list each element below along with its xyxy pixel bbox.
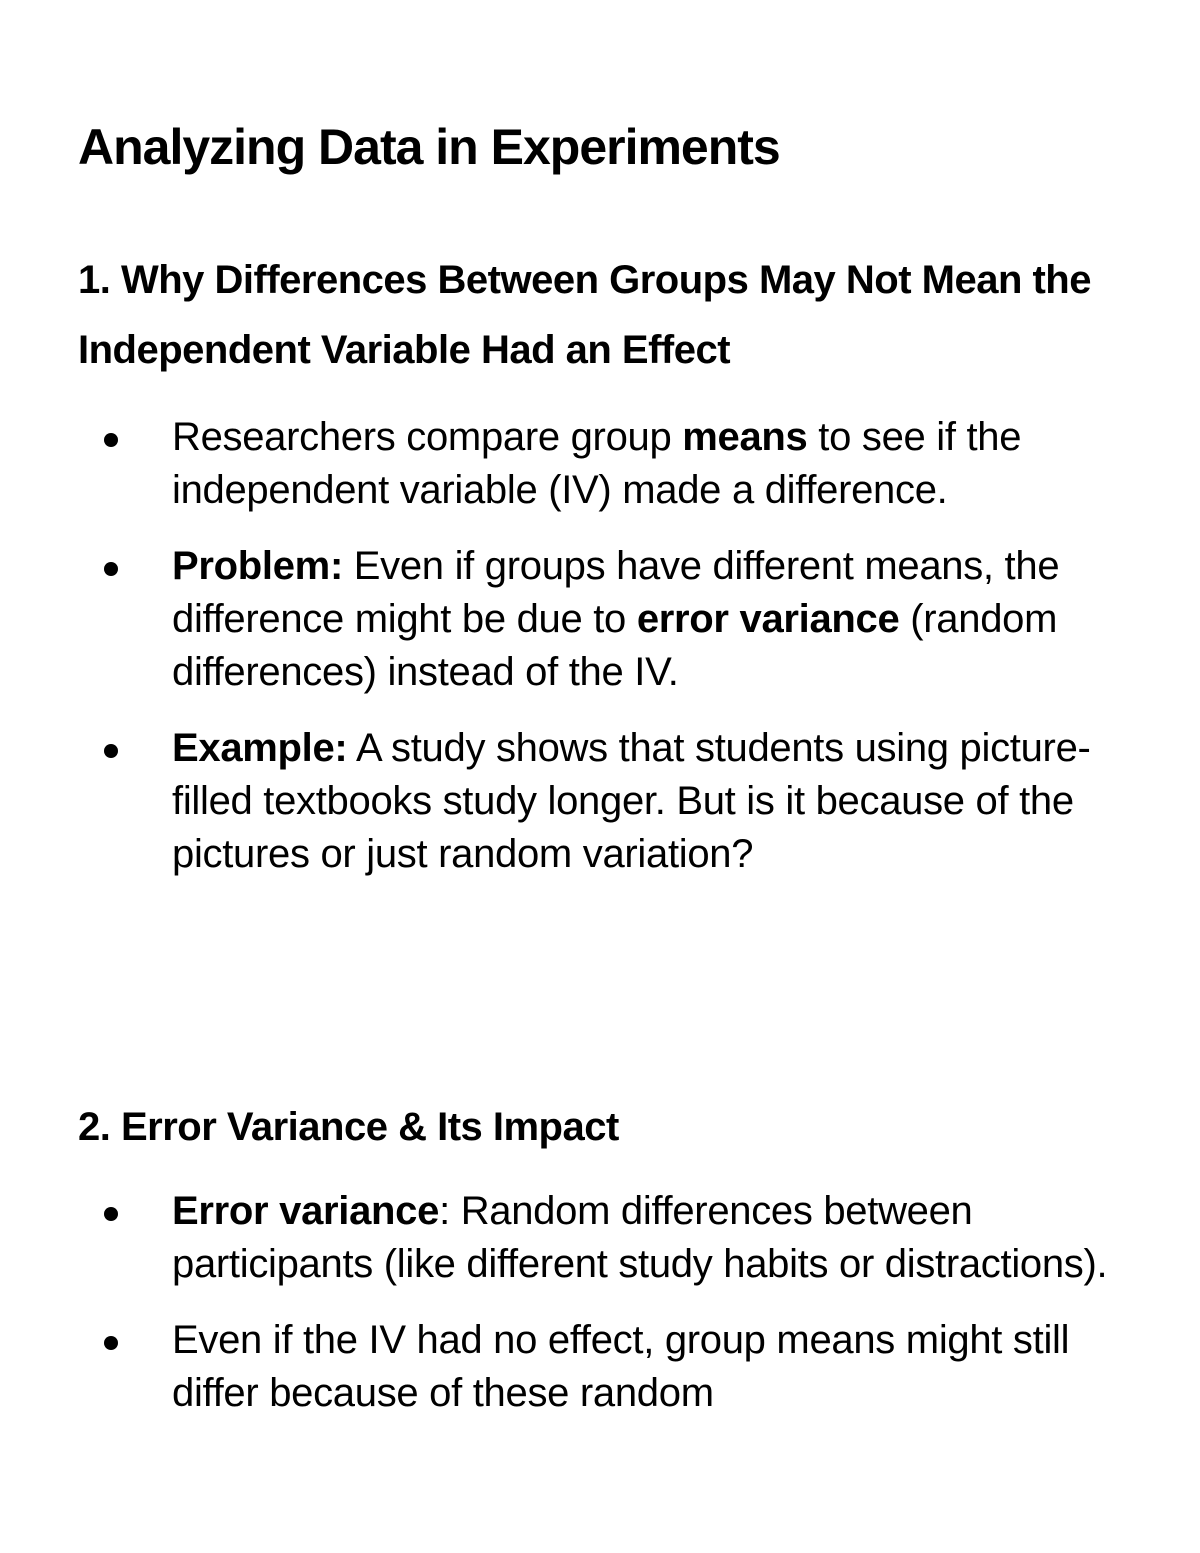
- document-title: Analyzing Data in Experiments: [78, 119, 780, 175]
- bullet-lead-label: Example:: [172, 726, 348, 770]
- section-why-differences: [78, 245, 1140, 881]
- section-heading: 1. Why Differences Between Groups May Not Mean the Independent Variable Had an Effect: [78, 258, 1091, 372]
- list-item: [78, 411, 1140, 517]
- bullet-icon: [104, 433, 118, 447]
- bullet-list: [78, 1185, 1140, 1420]
- bullet-icon: [104, 744, 118, 758]
- bullet-text: : Random differences between participants (like different study habits or distractions).: [172, 1189, 1108, 1286]
- bullet-icon: [104, 1207, 118, 1221]
- bold-term: means: [682, 415, 808, 459]
- bullet-text: Even if groups have different means, the difference might be due to: [172, 544, 1060, 641]
- bullet-icon: [104, 1336, 118, 1350]
- section-error-variance: [78, 1092, 1140, 1420]
- bullet-text: A study shows that students using picture-filled textbooks study longer. But is it because of the pictures or just random variation?: [172, 726, 1091, 876]
- bullet-list: [78, 411, 1140, 881]
- bullet-lead-label: Problem:: [172, 544, 343, 588]
- list-item: [78, 722, 1140, 881]
- list-item: [78, 1314, 1140, 1420]
- bullet-text: Researchers compare group: [172, 415, 683, 459]
- section-heading: 2. Error Variance & Its Impact: [78, 1105, 619, 1149]
- bullet-text: Even if the IV had no effect, group means might still differ because of these random: [172, 1318, 1070, 1415]
- bullet-lead-label: Error variance: [172, 1189, 440, 1233]
- bullet-icon: [104, 562, 118, 576]
- bold-term: error variance: [636, 597, 900, 641]
- list-item: [78, 540, 1140, 699]
- bullet-text: (random differences) instead of the IV.: [172, 597, 1058, 694]
- list-item: [78, 1185, 1140, 1291]
- bullet-text: to see if the independent variable (IV) made a difference.: [172, 415, 1022, 512]
